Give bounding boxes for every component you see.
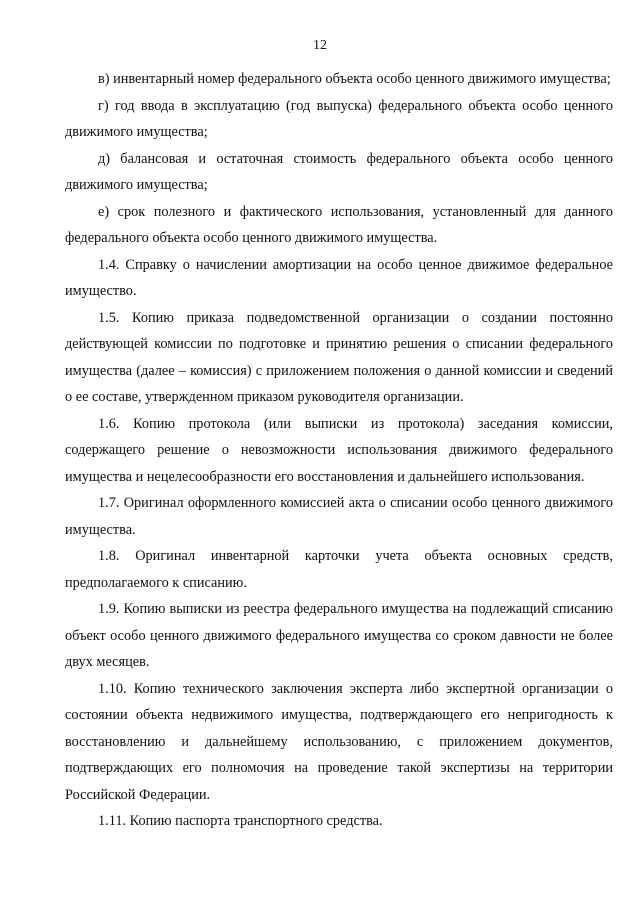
paragraph-1-4: 1.4. Справку о начислении амортизации на особо ценное движимое федеральное имущество. bbox=[65, 256, 613, 299]
paragraph-1-11: 1.11. Копию паспорта транспортного средства. bbox=[98, 813, 383, 829]
paragraph-1-5: 1.5. Копию приказа подведомственной организации о создании постоянно действующей комиссии по подготовке и принятию решения о списании федерального имущества (далее – комиссия) с приложением положения о данной комиссии и сведений о ее составе, утвержденном приказом руководителя организации. bbox=[65, 309, 613, 405]
document-body bbox=[65, 66, 613, 835]
paragraph-d-balance-value: д) балансовая и остаточная стоимость федерального объекта особо ценного движимого имущества; bbox=[65, 150, 613, 193]
paragraph-v-inventory-number: в) инвентарный номер федерального объекта особо ценного движимого имущества; bbox=[98, 71, 611, 87]
paragraph-g-commissioning-year: г) год ввода в эксплуатацию (год выпуска) федерального объекта особо ценного движимого имущества; bbox=[65, 97, 613, 140]
page-number: 12 bbox=[313, 38, 327, 53]
paragraph-1-6: 1.6. Копию протокола (или выписки из протокола) заседания комиссии, содержащего решение о невозможности использования движимого федерального имущества и нецелесообразности его восстановления и дальнейшего использования. bbox=[65, 415, 613, 485]
paragraph-1-7: 1.7. Оригинал оформленного комиссией акта о списании особо ценного движимого имущества. bbox=[65, 495, 613, 538]
paragraph-e-useful-life: е) срок полезного и фактического использования, установленный для данного федерального объекта особо ценного движимого имущества. bbox=[65, 203, 613, 246]
paragraph-1-9: 1.9. Копию выписки из реестра федерального имущества на подлежащий списанию объект особо ценного движимого федерального имущества со сроком давности не более двух месяцев. bbox=[65, 601, 613, 670]
paragraph-1-8: 1.8. Оригинал инвентарной карточки учета объекта основных средств, предполагаемого к списанию. bbox=[65, 548, 613, 591]
paragraph-1-10: 1.10. Копию технического заключения эксперта либо экспертной организации о состоянии объекта недвижимого имущества, подтверждающего его непригодность к восстановлению и дальнейшему использованию, с приложением документов, подтверждающих его полномочия на проведение такой экспертизы на территории Российской Федерации. bbox=[65, 680, 613, 803]
